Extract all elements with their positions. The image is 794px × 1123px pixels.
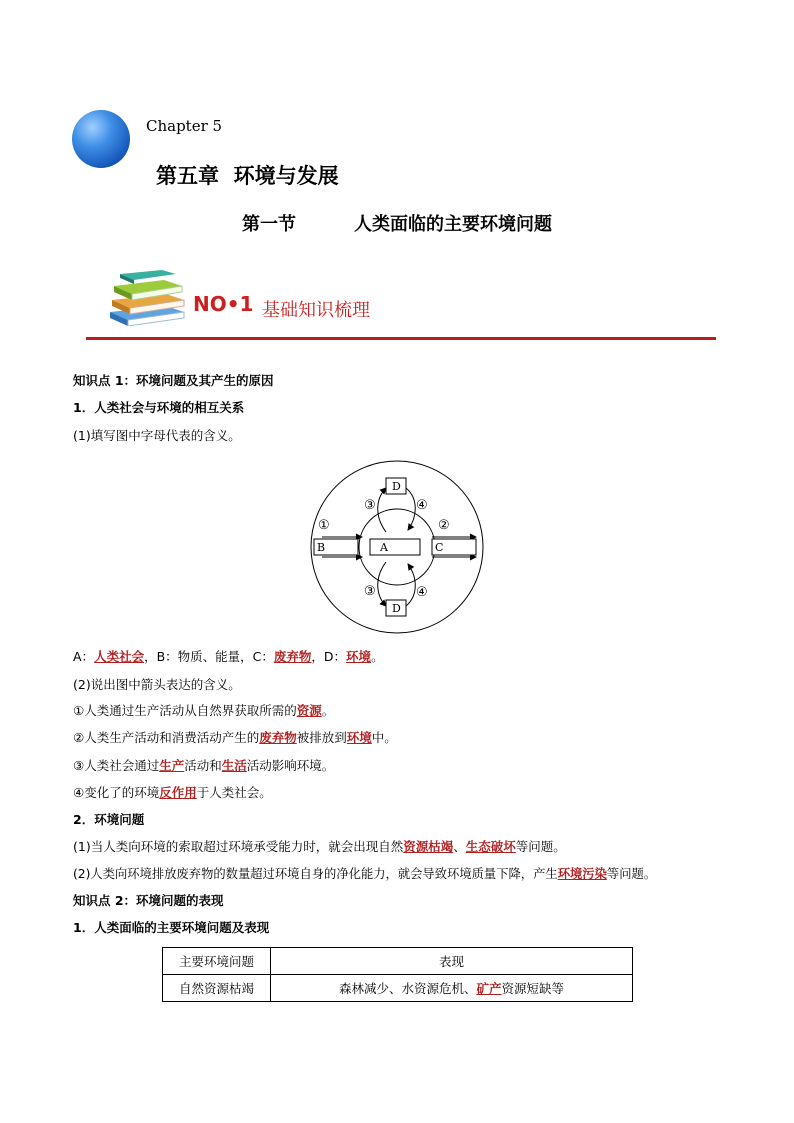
diagram-label-b: B [317,541,326,554]
k1-sub1: 1．人类社会与环境的相互关系 [73,400,245,415]
divider [86,337,716,340]
answer-c: 废弃物 [273,649,312,664]
diagram-num-1: ① [318,518,330,533]
globe-icon [72,110,130,168]
answer-d: 环境 [346,649,372,664]
arrow-meaning-2: ②人类生产活动和消费活动产生的废弃物被排放到环境中。 [73,730,397,745]
section-name: 人类面临的主要环境问题 [354,214,552,235]
table-header: 表现 [271,948,633,975]
chapter-title: 第五章 环境与发展 [156,163,339,188]
banner-title: 基础知识梳理 [262,300,370,321]
env-problem-2: (2)人类向环境排放废弃物的数量超过环境自身的净化能力，就会导致环境质量下降，产生环境污染等问题。 [73,867,657,881]
table-cell: 森林减少、水资源危机、矿产资源短缺等 [271,975,633,1002]
arrow-meaning-1: ①人类通过生产活动从自然界获取所需的资源。 [73,703,335,718]
diagram-label-c: C [435,541,444,554]
diagram-num-2: ② [438,518,450,533]
answer-a: 人类社会 [94,649,145,664]
env-problem-1: (1)当人类向环境的索取超过环境承受能力时，就会出现自然资源枯竭、生态破坏等问题。 [73,839,566,854]
books-icon [104,268,188,326]
table-header-row [163,948,633,975]
k2-sub1: 1．人类面临的主要环境问题及表现 [73,920,270,935]
diagram-num-3-top: ③ [364,498,376,513]
k1-q2: (2)说出图中箭头表达的含义。 [73,677,241,692]
diagram-num-3-bottom: ③ [364,584,376,599]
diagram-num-4-bottom: ④ [416,585,428,600]
table-cell: 自然资源枯竭 [163,975,271,1002]
section-number: 第一节 [242,214,296,235]
k2-heading: 知识点 2：环境问题的表现 [73,893,224,908]
diagram-num-4-top: ④ [416,498,428,513]
k1-sub2: 2．环境问题 [73,812,145,827]
diagram-label-d-top: D [392,480,401,493]
k1-heading: 知识点 1：环境问题及其产生的原因 [73,373,274,388]
env-problem-table [162,947,633,1002]
table-row [163,975,633,1002]
diagram-label-d-bottom: D [392,602,401,615]
relationship-diagram [300,458,496,638]
k1-q1: (1)填写图中字母代表的含义。 [73,428,241,443]
arrow-meaning-3: ③人类社会通过生产活动和生活活动影响环境。 [73,758,335,773]
section-title [0,210,794,236]
arrow-meaning-4: ④变化了的环境反作用于人类社会。 [73,785,272,800]
banner-number: NO•1 [193,292,254,316]
answer-line: A：人类社会，B：物质、能量，C：废弃物，D：环境。 [73,649,384,664]
table-header: 主要环境问题 [163,948,271,975]
chapter-label: Chapter 5 [146,117,223,135]
diagram-label-a: A [380,541,388,554]
